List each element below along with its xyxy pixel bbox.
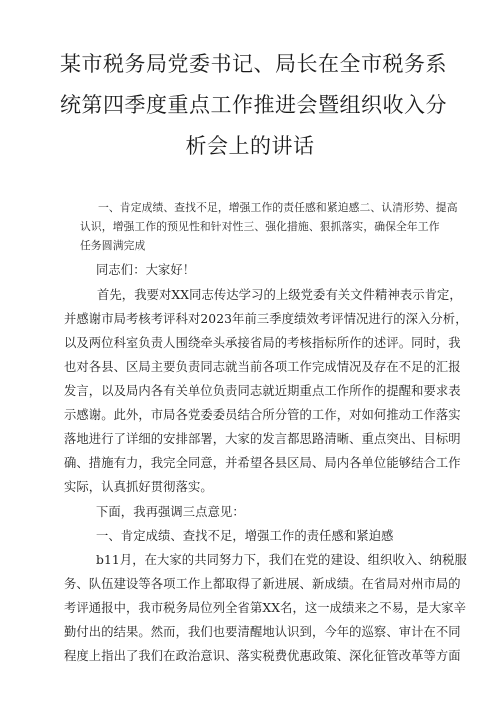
section-1-heading: 一、肯定成绩、查找不足，增强工作的责任感和紧迫感: [96, 529, 394, 543]
document-title-line-3: 析会上的讲话: [185, 134, 315, 158]
transition-line: 下面，我再强调三点意见：: [96, 505, 245, 519]
paragraph-1-line: 实际，认真抓好贯彻落实。: [64, 480, 213, 494]
paragraph-1-line: 以及两位科室负责人围绕牵头承接省局的考核指标所作的述评。同时，我: [64, 336, 461, 350]
paragraph-2-line: 程度上指出了我们在政治意识、落实税费优惠政策、深化征管改革等方面: [64, 649, 461, 663]
toc-line-2: 认识，增强工作的预见性和针对性三、强化措施、狠抓落实，确保全年工作: [80, 220, 440, 233]
paragraph-1-line: 也对各县、区局主要负责同志就当前各项工作完成情况及存在不足的汇报: [64, 360, 461, 374]
paragraph-2-line: 务、队伍建设等各项工作上都取得了新进展、新成绩。在省局对州市局的: [64, 577, 461, 591]
paragraph-1-line: 首先，我要对XX同志传达学习的上级党委有关文件精神表示肯定，: [97, 288, 462, 302]
paragraph-2-line: 考评通报中，我市税务局位列全省第XX名，这一成绩来之不易，是大家辛: [64, 601, 467, 615]
toc-line-3: 任务圆满完成: [80, 239, 146, 252]
paragraph-1-line: 发言，以及局内各有关单位负责同志就近期重点工作所作的提醒和要求表: [64, 384, 461, 398]
paragraph-1-line: 示感谢。此外，市局各党委委员结合所分管的工作，对如何推动工作落实: [64, 408, 461, 422]
paragraph-2-line: b11月，在大家的共同努力下，我们在党的建设、组织收入、纳税服: [96, 553, 467, 567]
greeting: 同志们：大家好！: [96, 263, 196, 277]
paragraph-1-line: 落地进行了详细的安排部署，大家的发言都思路清晰、重点突出、目标明: [64, 432, 461, 446]
toc-line-1: 一、肯定成绩、查找不足，增强工作的责任感和紧迫感二、认清形势、提高: [98, 201, 458, 214]
paragraph-1-line: 确、措施有力，我完全同意，并希望各县区局、局内各单位能够结合工作: [64, 456, 461, 470]
document-title-line-2: 统第四季度重点工作推进会暨组织收入分: [60, 93, 447, 117]
document-title-line-1: 某市税务局党委书记、局长在全市税务系: [60, 52, 447, 76]
paragraph-1-line: 并感谢市局考核考评科对2023年前三季度绩效考评情况进行的深入分析，: [64, 312, 468, 326]
paragraph-2-line: 勤付出的结果。然而，我们也要清醒地认识到，今年的巡察、审计在不同: [64, 625, 461, 639]
